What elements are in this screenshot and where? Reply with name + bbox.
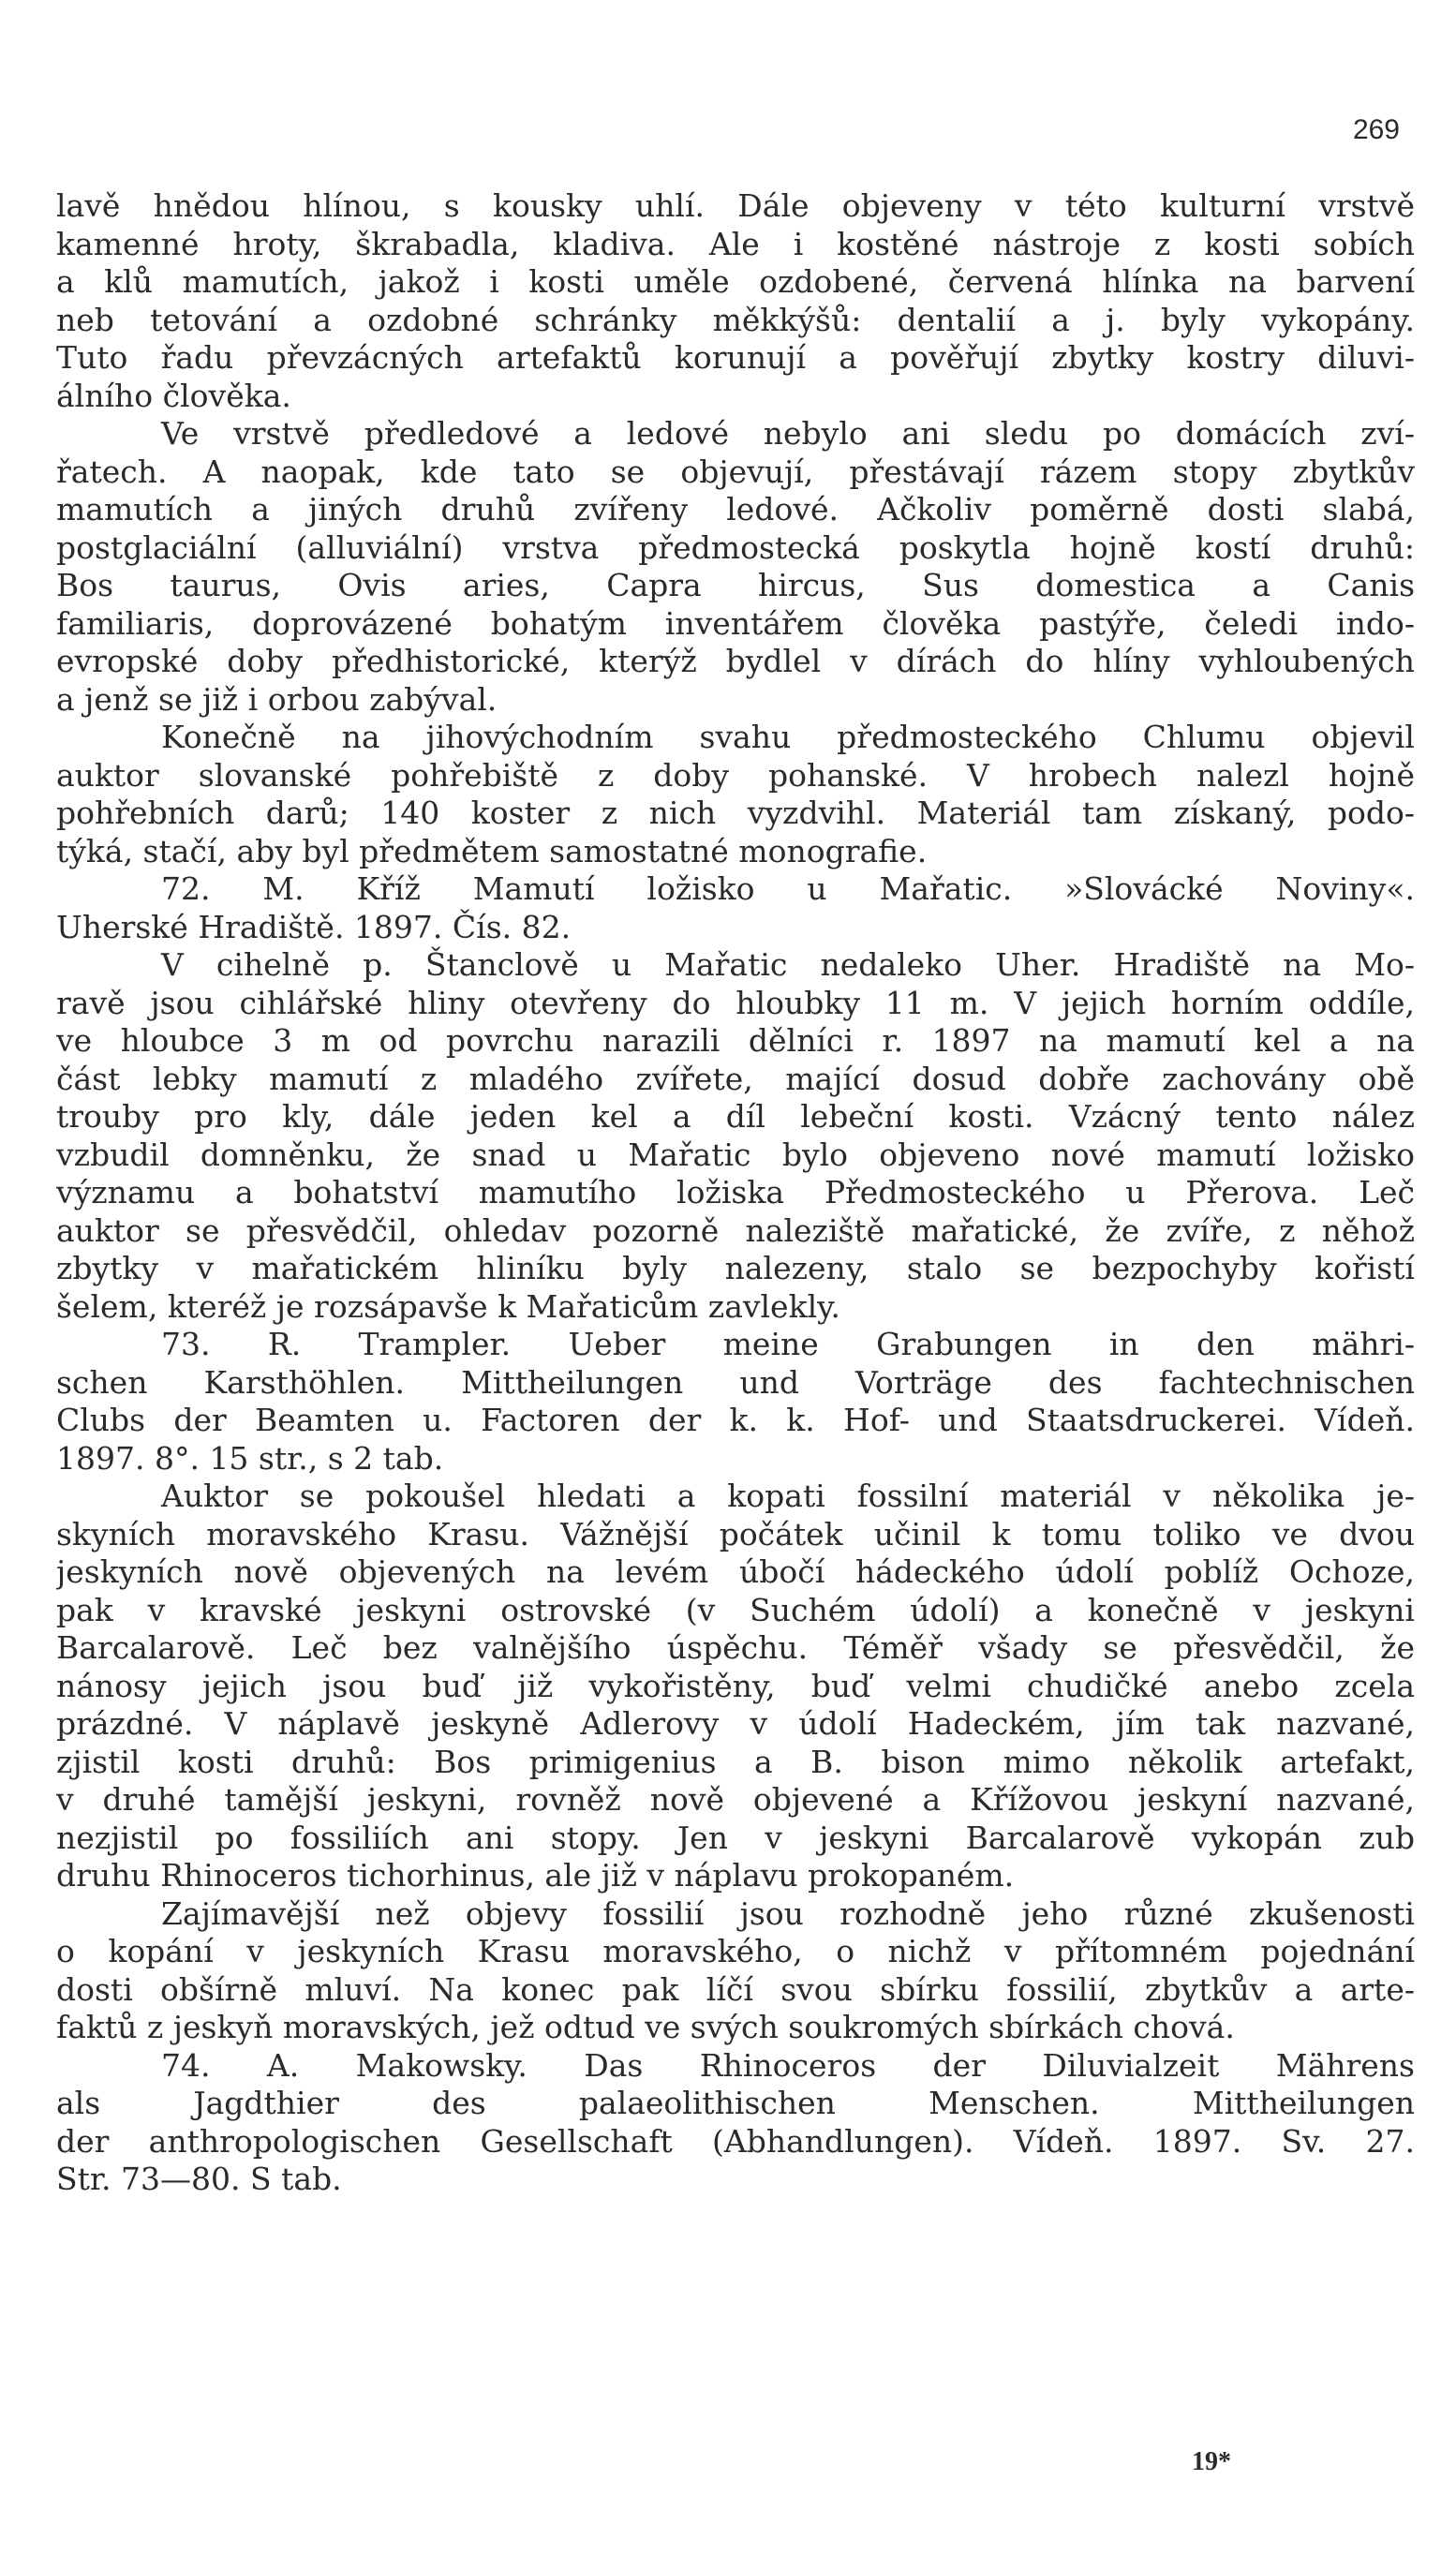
text-line: Uherské Hradiště. 1897. Čís. 82.	[56, 908, 572, 945]
text-line: skyních moravského Krasu. Vážnější počátek učinil k tomu toliko ve dvou	[56, 1515, 1415, 1552]
text-line: V cihelně p. Štanclově u Mařatic nedaleko Uher. Hradiště na Mo-	[161, 946, 1415, 983]
text-line: zbytky v mařatickém hliníku byly nalezeny, stalo se bezpochyby kořistí	[56, 1250, 1415, 1286]
text-line: Zajímavější než objevy fossilií jsou rozhodně jeho různé zkušenosti	[161, 1894, 1415, 1932]
text-line: pohřebních darů; 140 koster z nich vyzdvihl. Materiál tam získaný, podo-	[56, 795, 1415, 831]
text-line: část lebky mamutí z mladého zvířete, mající dosud dobře zachovány obě	[56, 1060, 1415, 1097]
text-line: lavě hnědou hlínou, s kousky uhlí. Dále objeveny v této kulturní vrstvě	[56, 187, 1415, 224]
text-line: 74. A. Makowsky. Das Rhinoceros der Diluvialzeit Mährens	[161, 2046, 1415, 2084]
text-line: v druhé tamější jeskyni, rovněž nově objevené a Křížovou jeskyní nazvané,	[56, 1781, 1415, 1818]
text-line: auktor se přesvědčil, ohledav pozorně naleziště mařatické, že zvíře, z něhož	[56, 1211, 1415, 1249]
text-line: 1897. 8°. 15 str., s 2 tab.	[56, 1439, 444, 1477]
text-line: a jenž se již i orbou zabýval.	[56, 680, 498, 718]
text-line: významu a bohatství mamutího ložiska Předmosteckého u Přerova. Leč	[56, 1174, 1415, 1211]
text-line: kamenné hroty, škrabadla, kladiva. Ale i kostěné nástroje z kosti sobích	[56, 225, 1415, 262]
page-number: 269	[1352, 114, 1400, 145]
text-line: vzbudil domněnku, že snad u Mařatic bylo objeveno nové mamutí ložisko	[56, 1136, 1415, 1173]
text-line: als Jagdthier des palaeolithischen Menschen. Mittheilungen	[56, 2085, 1415, 2121]
text-line: ravě jsou cihlářské hliny otevřeny do hloubky 11 m. V jejich horním oddíle,	[56, 984, 1415, 1021]
text-line: pak v kravské jeskyni ostrovské (v Suchém údolí) a konečně v jeskyni	[56, 1591, 1415, 1628]
text-line: schen Karsthöhlen. Mittheilungen und Vorträge des fachtechnischen	[56, 1363, 1415, 1401]
text-line: postglaciální (alluviální) vrstva předmostecká poskytla hojně kostí druhů:	[56, 528, 1415, 566]
text-line: álního člověka.	[56, 377, 291, 414]
text-line: týká, stačí, aby byl předmětem samostatné monografie.	[56, 832, 928, 869]
text-line: Str. 73—80. S tab.	[56, 2161, 342, 2197]
text-line: ve hloubce 3 m od povrchu narazili dělníci r. 1897 na mamutí kel a na	[56, 1022, 1415, 1059]
text-line: Clubs der Beamten u. Factoren der k. k. Hof- und Staatsdruckerei. Vídeň.	[56, 1402, 1415, 1438]
text-line: Auktor se pokoušel hledati a kopati fossilní materiál v několika je-	[161, 1478, 1415, 1514]
text-line: Konečně na jihovýchodním svahu předmosteckého Chlumu objevil	[161, 719, 1415, 755]
text-line: prázdné. V náplavě jeskyně Adlerovy v údolí Hadeckém, jím tak nazvané,	[56, 1705, 1415, 1742]
text-line: nánosy jejich jsou buď již vykořistěny, buď velmi chudičké anebo zcela	[56, 1667, 1415, 1704]
text-line: Bos taurus, Ovis aries, Capra hircus, Sus domestica a Canis	[56, 567, 1415, 603]
text-line: šelem, kteréž je rozsápavše k Mařaticům zavlekly.	[56, 1287, 840, 1325]
text-line: faktů z jeskyň moravských, jež odtud ve svých soukromých sbírkách chová.	[56, 2009, 1235, 2045]
text-line: trouby pro kly, dále jeden kel a díl lebeční kosti. Vzácný tento nález	[56, 1098, 1415, 1135]
signature-mark: 19*	[1192, 2447, 1231, 2476]
text-line: Barcalarově. Leč bez valnějšího úspěchu. Téměř všady se přesvědčil, že	[56, 1629, 1415, 1666]
text-line: a klů mamutích, jakož i kosti uměle ozdobené, červená hlínka na barvení	[56, 263, 1415, 300]
body-text	[56, 187, 1415, 2199]
text-line: 72. M. Kříž Mamutí ložisko u Mařatic. »Slovácké Noviny«.	[161, 870, 1415, 907]
text-line: neb tetování a ozdobné schránky měkkýšů: dentalií a j. byly vykopány.	[56, 301, 1415, 338]
text-line: auktor slovanské pohřebiště z doby pohanské. V hrobech nalezl hojně	[56, 756, 1415, 794]
text-line: evropské doby předhistorické, kterýž bydlel v dírách do hlíny vyhloubených	[56, 643, 1415, 679]
text-line: 73. R. Trampler. Ueber meine Grabungen in den mähri-	[161, 1326, 1415, 1362]
text-line: der anthropologischen Gesellschaft (Abhandlungen). Vídeň. 1897. Sv. 27.	[56, 2122, 1415, 2160]
text-line: druhu Rhinoceros tichorhinus, ale již v náplavu prokopaném.	[56, 1857, 1015, 1894]
text-line: Ve vrstvě předledové a ledové nebylo ani sledu po domácích zví-	[161, 415, 1415, 452]
text-line: familiaris, doprovázené bohatým inventářem člověka pastýře, čeledi indo-	[56, 604, 1415, 642]
text-line: Tuto řadu převzácných artefaktů korunují a pověřují zbytky kostry diluvi-	[56, 339, 1415, 376]
text-line: jeskyních nově objevených na levém úbočí hádeckého údolí poblíž Ochoze,	[56, 1553, 1415, 1590]
text-line: nezjistil po fossiliích ani stopy. Jen v jeskyni Barcalarově vykopán zub	[56, 1819, 1415, 1856]
text-line: dosti obšírně mluví. Na konec pak líčí svou sbírku fossilií, zbytkův a arte-	[56, 1970, 1415, 2008]
text-line: mamutích a jiných druhů zvířeny ledové. Ačkoliv poměrně dosti slabá,	[56, 491, 1415, 527]
text-line: o kopání v jeskyních Krasu moravského, o nichž v přítomném pojednání	[56, 1933, 1415, 1969]
text-line: řatech. A naopak, kde tato se objevují, přestávají rázem stopy zbytkův	[56, 453, 1415, 490]
text-line: zjistil kosti druhů: Bos primigenius a B. bison mimo několik artefakt,	[56, 1743, 1415, 1780]
